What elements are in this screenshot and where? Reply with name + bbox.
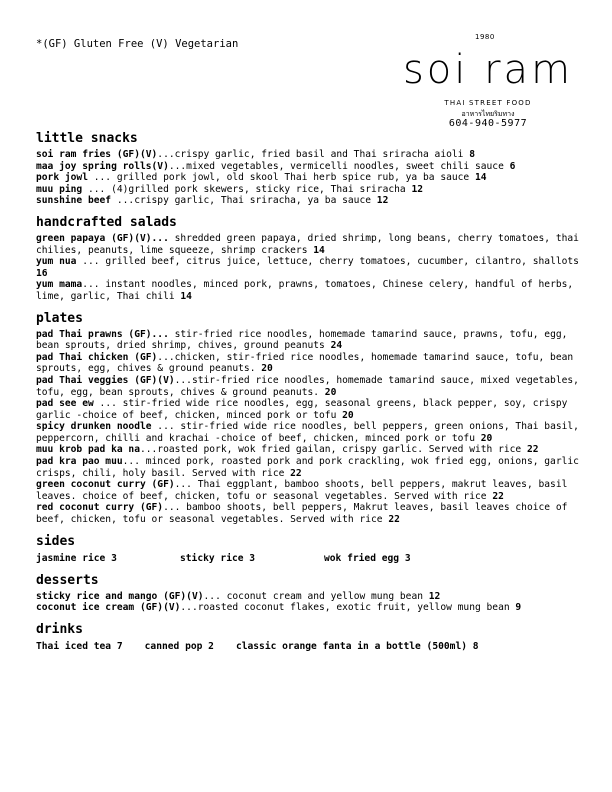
menu-item — [36, 161, 584, 173]
section-title: sides — [36, 533, 76, 549]
side-item: sticky rice 3 — [180, 552, 256, 564]
item-name: green papaya (GF)(V)... — [36, 232, 169, 244]
restaurant-logo: soi ram — [402, 47, 574, 93]
item-name: spicy drunken noodle — [36, 421, 152, 433]
item-name: pad Thai veggies (GF)(V) — [36, 374, 175, 386]
menu-item — [36, 172, 584, 184]
item-name: pad Thai prawns (GF)... — [36, 328, 169, 340]
section-plates — [36, 311, 584, 526]
item-desc: shredded green papaya, dried shrimp, long beans, cherry tomatoes, thai chilies, peanuts, lime squeeze, shrimp crackers — [36, 232, 579, 256]
menu-item — [36, 352, 584, 375]
item-name: sticky rice and mango (GF)(V) — [36, 590, 204, 602]
item-price: 6 — [509, 160, 516, 172]
item-price: 20 — [342, 409, 354, 421]
section-desserts — [36, 573, 584, 614]
item-name: muu krob pad ka na — [36, 444, 140, 456]
menu-item — [36, 479, 584, 502]
side-item: wok fried egg 3 — [324, 552, 411, 564]
item-price: 22 — [290, 467, 302, 479]
item-name: coconut ice cream (GF)(V) — [36, 602, 181, 614]
item-name: green coconut curry (GF) — [36, 479, 175, 491]
item-price: 20 — [324, 386, 337, 398]
item-price: 16 — [36, 267, 48, 279]
item-desc: ... stir-fried wide rice noodles, egg, seasonal greens, black pepper, soy, crispy garlic -choice of beef, chicken, minced pork or tofu — [36, 398, 568, 421]
section-title: handcrafted salads — [36, 214, 177, 230]
section-title: plates — [36, 310, 83, 326]
item-name: maa joy spring rolls(V) — [36, 160, 169, 172]
menu-item — [36, 149, 584, 161]
item-name: pad kra pao muu — [36, 456, 123, 468]
item-price: 20 — [261, 363, 273, 375]
sides-row — [36, 552, 584, 565]
menu-item — [36, 398, 584, 421]
item-name: pad Thai chicken (GF) — [36, 351, 158, 363]
section-sides — [36, 534, 584, 565]
section-title: drinks — [36, 621, 83, 637]
item-price: 12 — [411, 183, 424, 195]
menu-item — [36, 444, 584, 456]
drinks-row — [36, 640, 584, 653]
section-title: little snacks — [36, 131, 138, 146]
item-price: 14 — [313, 244, 325, 256]
item-desc: ...crispy garlic, Thai sriracha, ya ba sauce — [111, 195, 377, 207]
item-price: 22 — [388, 514, 400, 526]
item-desc: ... grilled beef, citrus juice, lettuce, cherry tomatoes, cucumber, cilantro, shallots — [76, 256, 579, 268]
drink-item: classic orange fanta in a bottle (500ml) 8 — [235, 640, 479, 652]
item-desc: ... (4)grilled pork skewers, sticky rice, Thai sriracha — [82, 183, 412, 195]
item-desc: ... Thai eggplant, bamboo shoots, bell peppers, makrut leaves, basil leaves. choice of beef, chicken, tofu or seasonal vegetables. Served with rice — [36, 479, 568, 502]
menu-item — [36, 256, 584, 279]
item-name: red coconut curry (GF) — [36, 502, 164, 514]
item-price: 24 — [330, 340, 343, 352]
item-desc: ...roasted coconut flakes, exotic fruit, yellow mung bean — [180, 602, 516, 614]
item-price: 14 — [180, 290, 192, 302]
established-year: 1980 — [475, 33, 495, 41]
item-name: pad see ew — [36, 398, 94, 410]
item-price: 22 — [526, 444, 539, 456]
menu-item — [36, 502, 584, 525]
item-price: 12 — [428, 590, 441, 602]
side-item: jasmine rice 3 — [36, 552, 117, 564]
item-price: 14 — [474, 172, 487, 184]
item-name: muu ping — [36, 183, 83, 195]
menu-item — [36, 602, 584, 614]
item-name: yum mama — [36, 279, 83, 291]
item-desc: ... instant noodles, minced pork, prawns, tomatoes, Chinese celery, handful of herbs, lime, garlic, Thai chili — [36, 279, 574, 302]
dietary-legend: *(GF) Gluten Free (V) Vegetarian — [36, 38, 239, 50]
item-price: 22 — [492, 490, 504, 502]
item-desc: ...mixed vegetables, vermicelli noodles, sweet chili sauce — [168, 160, 510, 172]
item-desc: ... minced pork, roasted pork and pork crackling, wok fried egg, onions, garlic crisps, chili, holy basil. Served with rice — [36, 456, 579, 479]
menu-item — [36, 375, 584, 398]
menu-item — [36, 329, 584, 352]
thai-tagline: อาหารไทยริมทาง — [461, 110, 515, 118]
item-price: 20 — [480, 432, 493, 444]
phone-number: 604-940-5977 — [448, 118, 528, 129]
menu-item — [36, 195, 584, 207]
section-title: desserts — [36, 572, 99, 588]
item-desc: ... bamboo shoots, bell peppers, Makrut leaves, basil leaves choice of beef, chicken, tofu or seasonal vegetables. Served with rice — [36, 502, 568, 526]
drink-item: Thai iced tea 7 — [36, 640, 123, 652]
menu — [36, 131, 584, 661]
menu-item — [36, 279, 584, 302]
item-name: pork jowl — [36, 172, 88, 184]
section-little-snacks — [36, 131, 584, 207]
item-name: soi ram fries (GF)(V) — [36, 149, 158, 160]
item-desc: ...stir-fried rice noodles, homemade tamarind sauce, mixed vegetables, tofu, egg, bean sprouts, chives & ground peanuts. — [36, 374, 579, 398]
drink-item: canned pop 2 — [144, 640, 214, 652]
item-desc: stir-fried rice noodles, homemade tamarind sauce, prawns, tofu, egg, bean sprouts, dried shrimp, chives, ground peanuts — [36, 328, 568, 352]
item-desc: ...roasted pork, wok fried gailan, crispy garlic. Served with rice — [139, 444, 527, 456]
tagline: THAI STREET FOOD — [444, 99, 532, 107]
menu-item — [36, 421, 584, 444]
menu-item — [36, 591, 584, 603]
menu-item — [36, 233, 584, 256]
item-price: 8 — [469, 149, 475, 160]
item-desc: ...chicken, stir-fried rice noodles, homemade tamarind sauce, tofu, bean sprouts, egg, chives & ground peanuts. — [36, 351, 574, 375]
menu-item — [36, 456, 584, 479]
item-desc: ... coconut cream and yellow mung bean — [203, 590, 429, 602]
item-desc: ... grilled pork jowl, old skool Thai herb spice rub, ya ba sauce — [87, 172, 475, 184]
section-handcrafted-salads — [36, 215, 584, 303]
item-desc: ... stir-fried wide rice noodles, bell peppers, green onions, Thai basil, peppercorn, chilli and krachai -choice of beef, chicken, minced pork or tofu — [36, 421, 579, 444]
menu-item — [36, 184, 584, 196]
item-price: 9 — [515, 602, 522, 614]
item-name: sunshine beef — [36, 195, 112, 207]
section-drinks — [36, 622, 584, 653]
item-desc: ...crispy garlic, fried basil and Thai sriracha aioli — [157, 149, 470, 160]
item-price: 12 — [376, 195, 389, 207]
item-name: yum nua — [36, 256, 77, 268]
